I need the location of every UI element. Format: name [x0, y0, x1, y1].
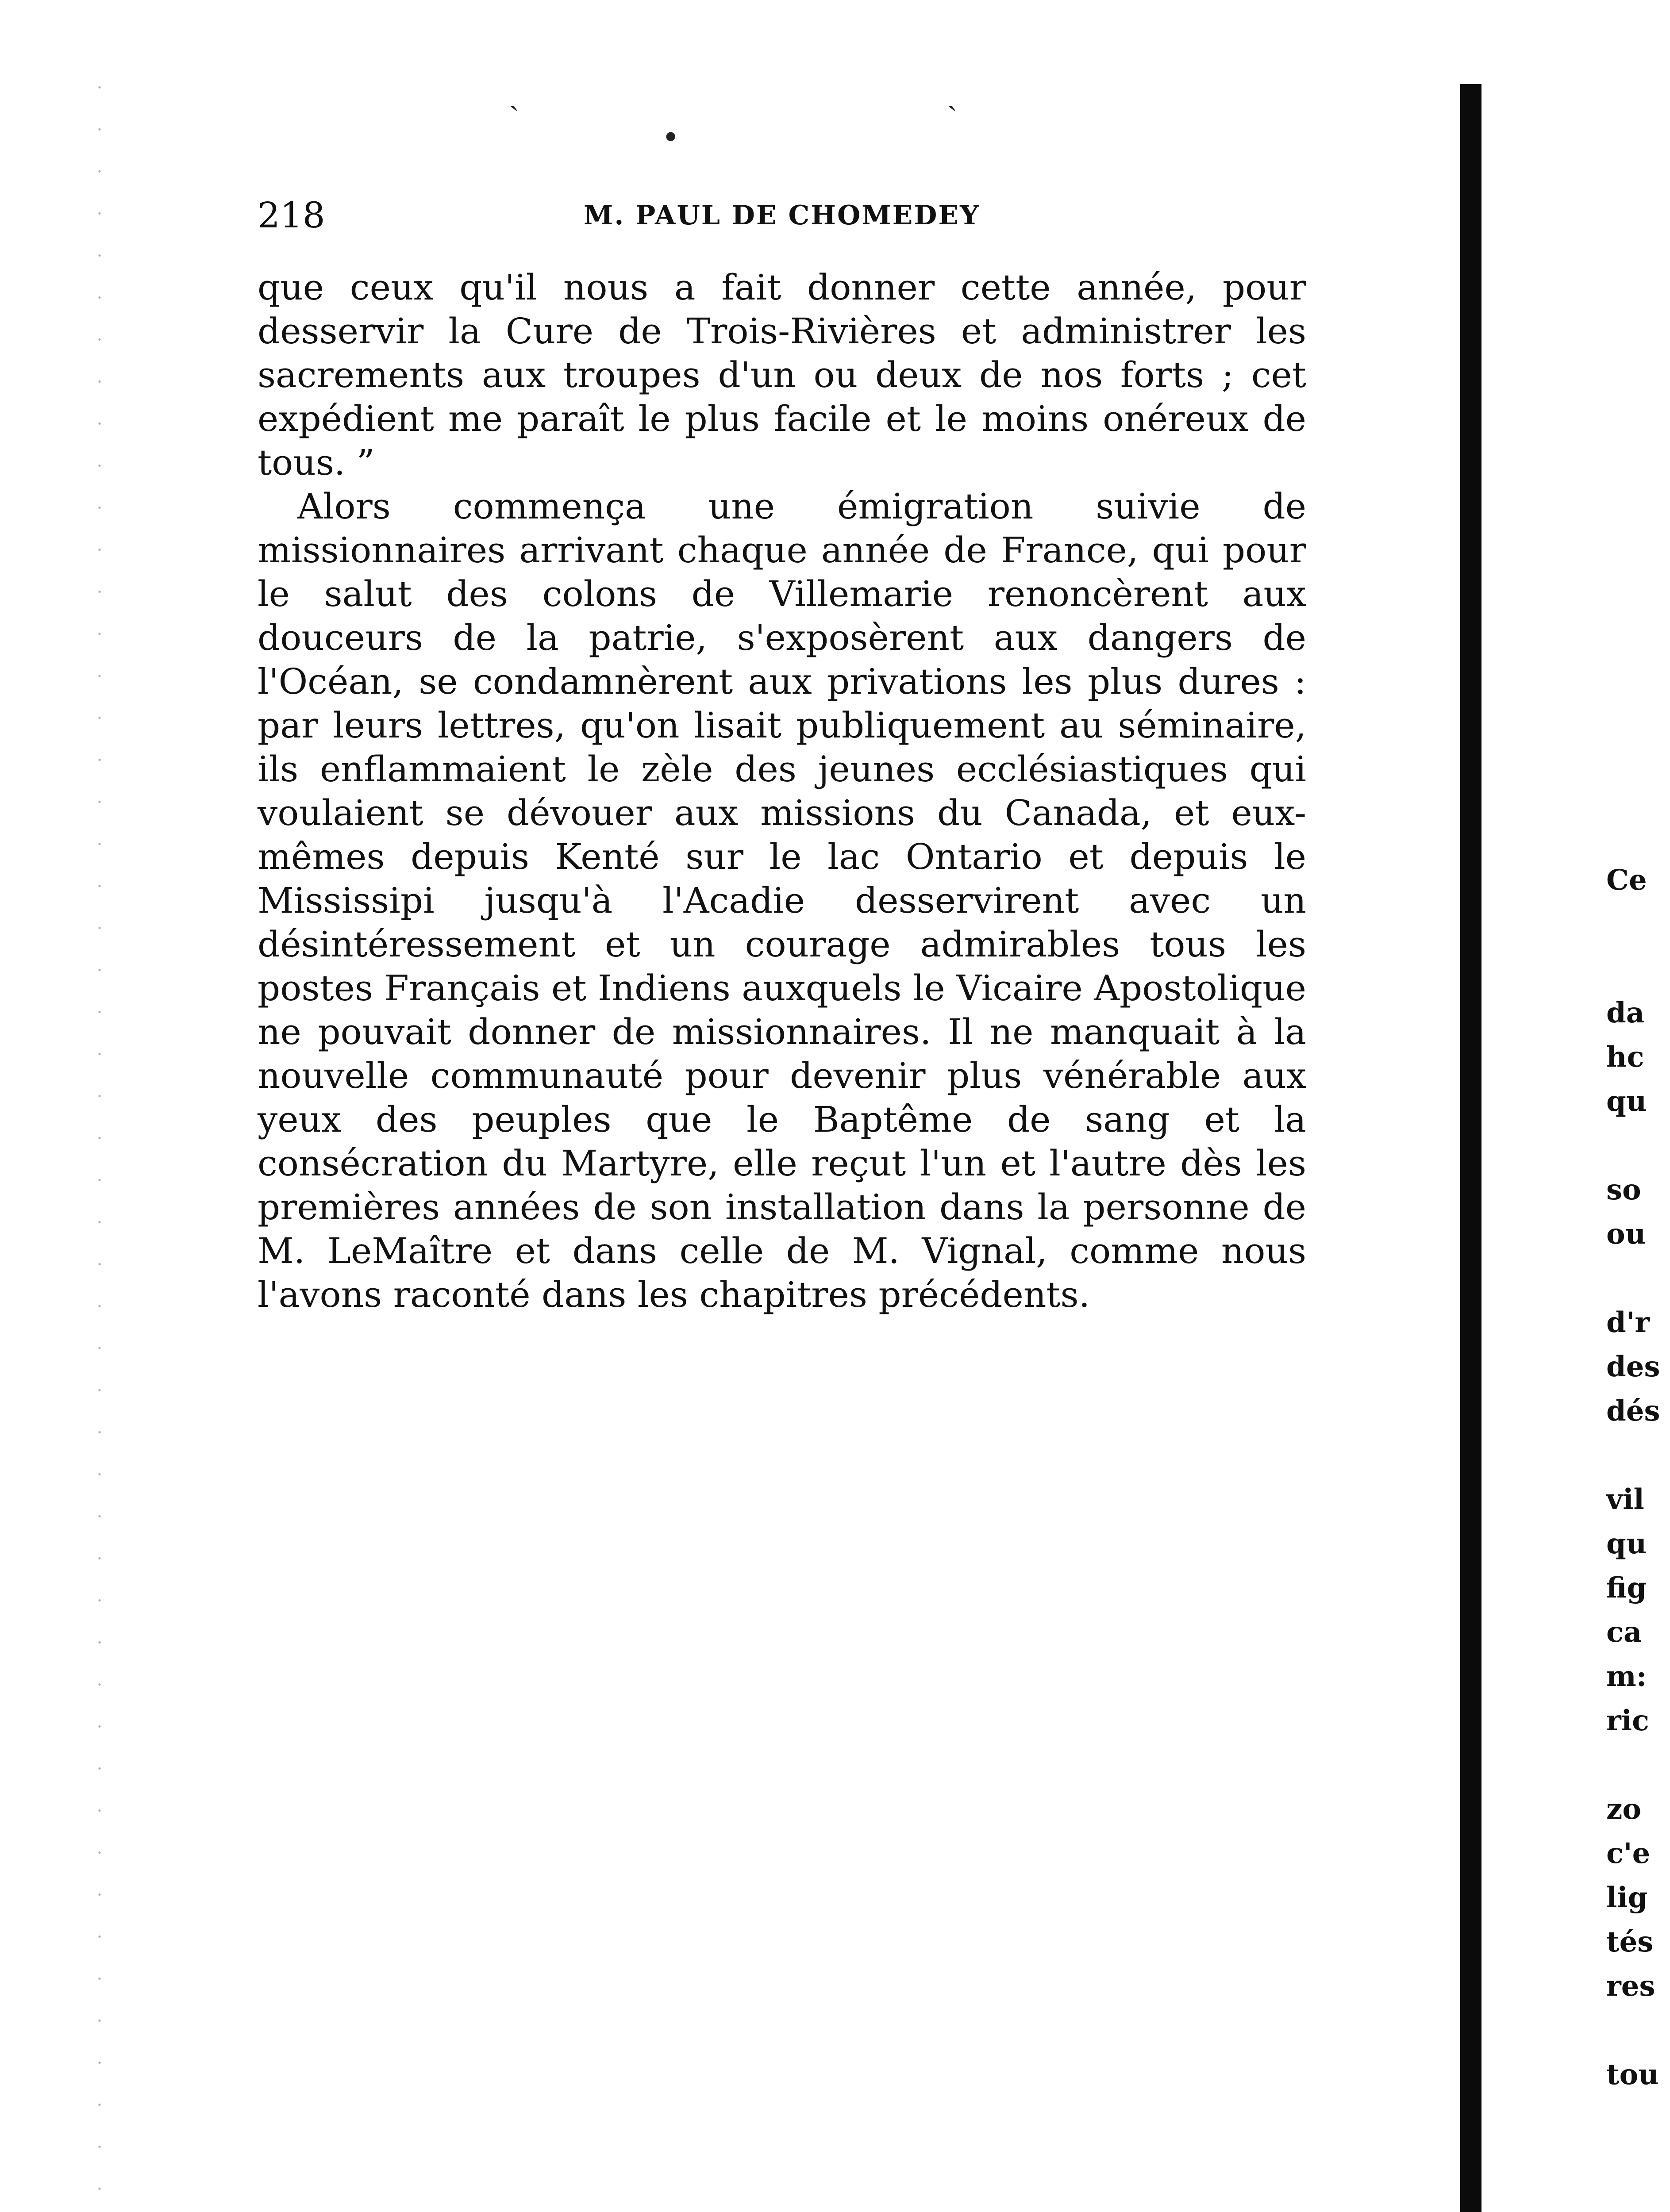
next-page-fragment: hc [1606, 1041, 1644, 1074]
next-page-fragment: qu [1606, 1085, 1647, 1118]
next-page-fragment: m: [1606, 1660, 1647, 1693]
next-page-fragment [1606, 1433, 1670, 1478]
ink-speck: ˏ [947, 75, 958, 111]
next-page-fragment: da [1606, 996, 1645, 1029]
page-border-shadow [1460, 84, 1481, 2212]
next-page-fragment: res [1606, 1970, 1655, 2003]
next-page-fragment: vil [1606, 1483, 1644, 1516]
next-page-fragment: dés [1606, 1394, 1660, 1428]
next-page-fragment [1606, 1743, 1670, 1787]
next-page-fragment [1606, 2008, 1670, 2053]
page-number: 218 [258, 195, 325, 236]
scan-edge-speckle [93, 66, 106, 2212]
next-page-fragment: c'e [1606, 1837, 1651, 1870]
next-page-fragment: ou [1606, 1217, 1646, 1251]
next-page-edge [1606, 858, 1670, 2185]
body-text [258, 265, 1306, 1317]
next-page-fragment: lig [1606, 1881, 1648, 1914]
next-page-fragment: d'r [1606, 1306, 1650, 1339]
next-page-fragment [1606, 902, 1670, 947]
ink-speck: ˎ [509, 75, 519, 111]
paragraph: Alors commença une émigration suivie de missionnaires arrivant chaque année de France, qui pour le salut des colons de Villemarie renoncèrent aux douceurs de la patrie, s'exposèrent aux dangers de l'Océan, se condamnèrent aux privations les plus dures : par leurs lettres, qu'on lisait publiquement au séminaire, ils enflammaient le zèle des jeunes ecclésiastiques qui voulaient se dévouer aux missions du Canada, et eux-mêmes depuis Kenté sur le lac Ontario et depuis le Mississipi jusqu'à l'Acadie desservirent avec un désintéressement et un courage admirables tous les postes Français et Indiens auxquels le Vicaire Apostolique ne pouvait donner de missionnaires. Il ne manquait à la nouvelle communauté pour devenir plus vénérable aux yeux des peuples que le Baptême de sang et la consécration du Martyre, elle reçut l'un et l'autre dès les premières années de son installation dans la personne de M. LeMaître et dans celle de M. Vignal, comme nous l'avons raconté dans les chapitres précédents. [258, 486, 1306, 1315]
next-page-fragment [1606, 1256, 1670, 1301]
next-page-fragment: tés [1606, 1925, 1654, 1959]
next-page-fragment: zo [1606, 1793, 1642, 1826]
next-page-fragment: so [1606, 1173, 1641, 1206]
next-page-fragment: ric [1606, 1704, 1649, 1737]
next-page-fragment: tou [1606, 2058, 1659, 2091]
next-page-fragment: qu [1606, 1527, 1647, 1560]
page-header [258, 195, 1306, 234]
next-page-fragment: ca [1606, 1616, 1642, 1649]
paragraph-continued: que ceux qu'il nous a fait donner cette année, pour desservir la Cure de Trois-Rivières et administrer les sacrements aux troupes d'un ou deux de nos forts ; cet expédient me paraît le plus facile et le moins onéreux de tous. ” [258, 267, 1306, 483]
next-page-fragment [1606, 1124, 1670, 1168]
next-page-fragment [1606, 947, 1670, 991]
running-title: M. PAUL DE CHOMEDEY [583, 200, 980, 231]
next-page-fragment: des [1606, 1350, 1660, 1383]
next-page-fragment: fig [1606, 1571, 1647, 1605]
ink-speck: • [662, 119, 680, 156]
next-page-fragment: Ce [1606, 864, 1647, 897]
